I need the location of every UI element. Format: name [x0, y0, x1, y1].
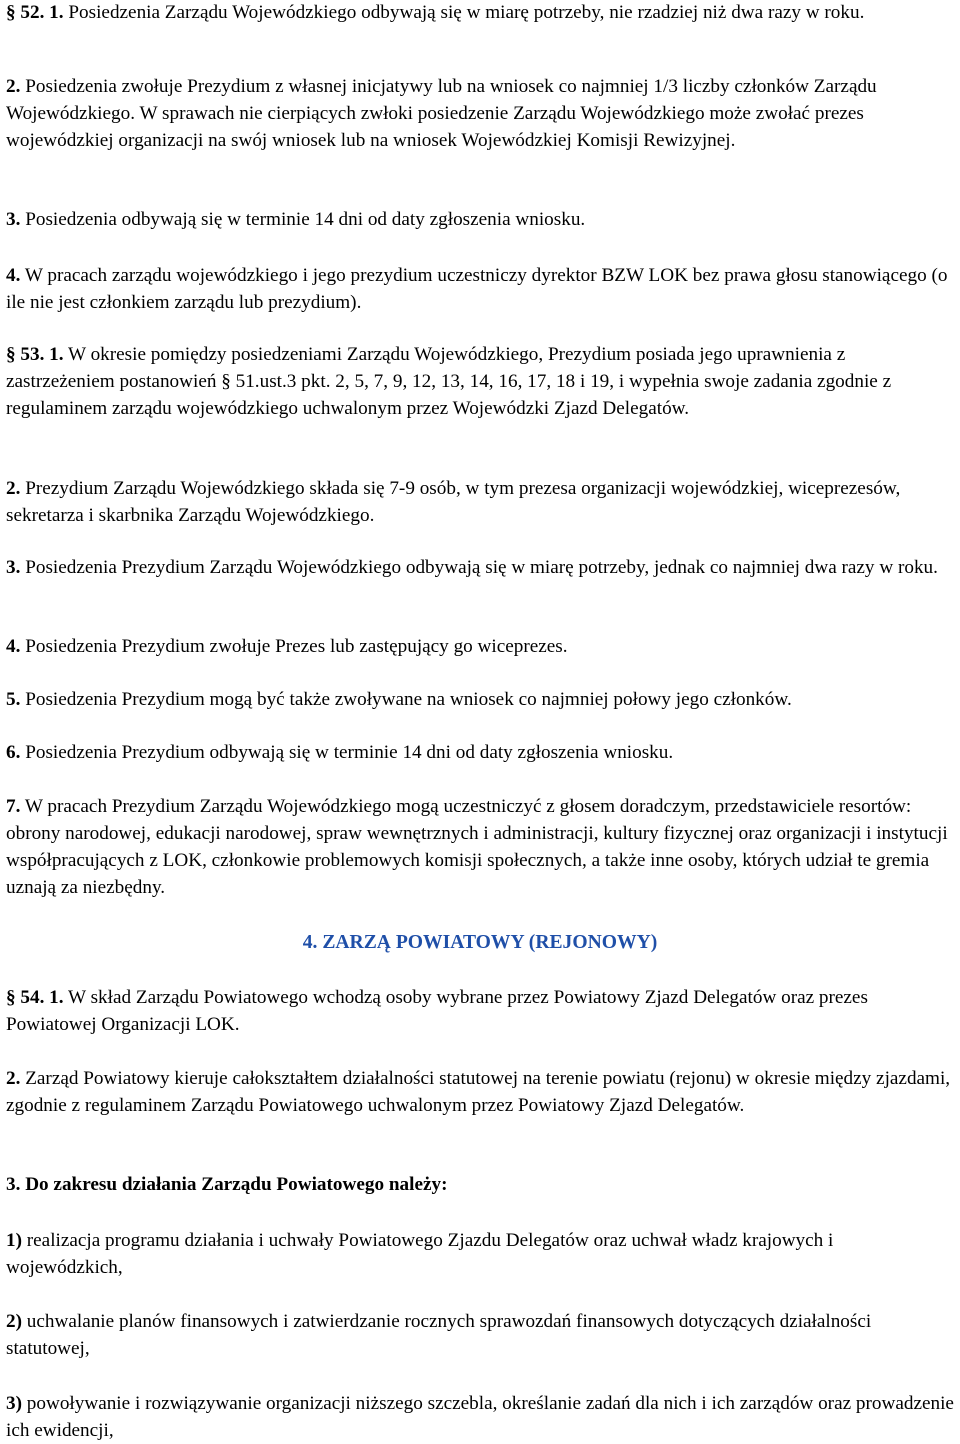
para-53-5: 5. Posiedzenia Prezydium mogą być także zwoływane na wniosek co najmniej połowy jego członków. [6, 689, 792, 710]
section-heading: 4. ZARZĄ POWIATOWY (REJONOWY) [302, 932, 658, 953]
para-53-4: 4. Posiedzenia Prezydium zwołuje Prezes lub zastępujący go wiceprezes. [6, 636, 568, 657]
para-53-2: 2. Prezydium Zarządu Wojewódzkiego składa się 7-9 osób, w tym prezesa organizacji wojewódzkiej, wiceprezesów, sekretarza i skarbnika Zarządu Wojewódzkiego. [6, 478, 901, 526]
para-53-1: § 53. 1. W okresie pomiędzy posiedzeniami Zarządu Wojewódzkiego, Prezydium posiada jego uprawnienia z zastrzeżeniem postanowień § 51.ust.3 pkt. 2, 5, 7, 9, 12, 13, 14, 16, 17, 18 i 19, i wypełnia swoje zadania zgodnie z regulaminem zarządu wojewódzkiego uchwalonym przez Wojewódzki Zjazd Delegatów. [6, 344, 892, 419]
para-54-3-heading: 3. Do zakresu działania Zarządu Powiatowego należy: [6, 1174, 448, 1195]
para-52-3: 3. Posiedzenia odbywają się w terminie 14 dni od daty zgłoszenia wniosku. [6, 209, 586, 230]
para-52-2: 2. Posiedzenia zwołuje Prezydium z własnej inicjatywy lub na wniosek co najmniej 1/3 liczby członków Zarządu Wojewódzkiego. W sprawach nie cierpiących zwłoki posiedzenie Zarządu Wojewódzkiego może zwołać prezes wojewódzkiej organizacji na swój wniosek lub na wniosek Wojewódzkiej Komisji Rewizyjnej. [6, 76, 877, 151]
para-54-2: 2. Zarząd Powiatowy kieruje całokształtem działalności statutowej na terenie powiatu (rejonu) w okresie między zjazdami, zgodnie z regulaminem Zarządu Powiatowego uchwalonym przez Powiatowy Zjazd Delegatów. [6, 1068, 951, 1116]
para-53-6: 6. Posiedzenia Prezydium odbywają się w terminie 14 dni od daty zgłoszenia wniosku. [6, 742, 674, 763]
list-item-3: 3) powoływanie i rozwiązywanie organizacji niższego szczebla, określanie zadań dla nich i ich zarządów oraz prowadzenie ich ewidencji, [6, 1393, 954, 1441]
list-item-2: 2) uchwalanie planów finansowych i zatwierdzanie rocznych sprawozdań finansowych dotyczących działalności statutowej, [6, 1311, 872, 1359]
para-52-4: 4. W pracach zarządu wojewódzkiego i jego prezydium uczestniczy dyrektor BZW LOK bez prawa głosu stanowiącego (o ile nie jest członkiem zarządu lub prezydium). [6, 265, 948, 313]
para-54-1: § 54. 1. W skład Zarządu Powiatowego wchodzą osoby wybrane przez Powiatowy Zjazd Delegatów oraz prezes Powiatowej Organizacji LOK. [6, 987, 868, 1035]
para-53-3: 3. Posiedzenia Prezydium Zarządu Wojewódzkiego odbywają się w miarę potrzeby, jednak co najmniej dwa razy w roku. [6, 557, 938, 578]
list-item-1: 1) realizacja programu działania i uchwały Powiatowego Zjazdu Delegatów oraz uchwał władz krajowych i wojewódzkich, [6, 1230, 834, 1278]
para-52-1: § 52. 1. Posiedzenia Zarządu Wojewódzkiego odbywają się w miarę potrzeby, nie rzadziej niż dwa razy w roku. [6, 2, 865, 23]
para-53-7: 7. W pracach Prezydium Zarządu Wojewódzkiego mogą uczestniczyć z głosem doradczym, przedstawiciele resortów: obrony narodowej, edukacji narodowej, spraw wewnętrznych i administracji, kultury fizycznej oraz organizacji i instytucji współpracujących z LOK, członkowie problemowych komisji społecznych, a także inne osoby, których udział te gremia uznają za niezbędny. [6, 796, 948, 898]
